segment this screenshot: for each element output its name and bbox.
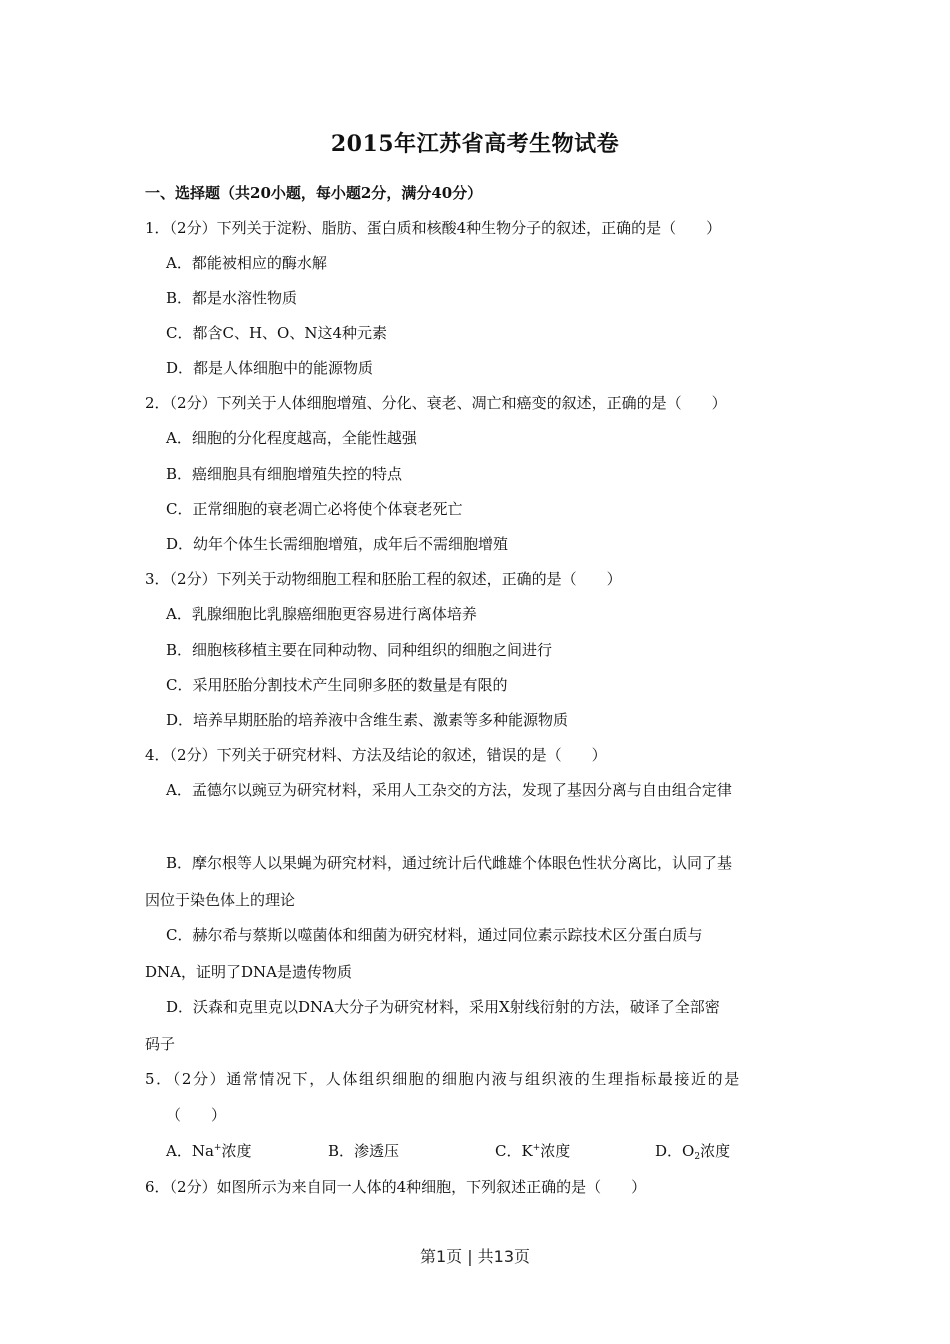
question-3-option-d: D．培养早期胚胎的培养液中含维生素、激素等多种能源物质 — [166, 711, 569, 729]
question-5-stem — [145, 1069, 741, 1089]
question-4-stem — [145, 745, 607, 765]
question-text: （2分）下列关于淀粉、脂肪、蛋白质和核酸4种生物分子的叙述，正确的是（ ） — [169, 219, 722, 237]
question-5-option-a: A．Na+浓度 — [166, 1142, 252, 1160]
question-text: （2分）通常情况下，人体组织细胞的细胞内液与组织液的生理指标最接近的是 — [172, 1070, 741, 1088]
question-number: 1． — [145, 219, 170, 237]
question-2-option-d: D．幼年个体生长需细胞增殖，成年后不需细胞增殖 — [166, 535, 509, 553]
question-text: （2分）下列关于研究材料、方法及结论的叙述，错误的是（ ） — [169, 746, 607, 764]
page-footer: 第1页 | 共13页 — [419, 1247, 531, 1266]
question-2-stem — [145, 393, 727, 413]
question-1-option-b: B．都是水溶性物质 — [166, 289, 298, 307]
question-number: 5． — [145, 1070, 173, 1088]
question-4-option-a: A．孟德尔以豌豆为研究材料，采用人工杂交的方法，发现了基因分离与自由组合定律 — [166, 781, 732, 799]
question-1-stem — [145, 218, 721, 238]
question-2-option-a: A．细胞的分化程度越高，全能性越强 — [166, 429, 417, 447]
question-6-stem — [145, 1177, 646, 1197]
question-5-option-c: C．K+浓度 — [495, 1142, 571, 1160]
question-1-option-c: C．都含C、H、O、N这4种元素 — [166, 324, 388, 342]
question-number: 3． — [145, 570, 170, 588]
question-4-option-b-cont: 因位于染色体上的理论 — [145, 891, 296, 909]
question-4-option-c: C．赫尔希与蔡斯以噬菌体和细菌为研究材料，通过同位素示踪技术区分蛋白质与 — [166, 926, 703, 944]
question-1-option-a: A．都能被相应的酶水解 — [166, 254, 327, 272]
question-number: 6． — [145, 1178, 170, 1196]
question-4-option-d-cont: 码子 — [145, 1035, 176, 1053]
section-heading: 一、选择题（共20小题，每小题2分，满分40分） — [145, 184, 483, 202]
question-number: 2． — [145, 394, 170, 412]
question-text: （2分）下列关于人体细胞增殖、分化、衰老、凋亡和癌变的叙述，正确的是（ ） — [169, 394, 727, 412]
question-3-option-c: C．采用胚胎分割技术产生同卵多胚的数量是有限的 — [166, 676, 508, 694]
question-3-option-a: A．乳腺细胞比乳腺癌细胞更容易进行离体培养 — [166, 605, 477, 623]
question-5-option-b: B．渗透压 — [328, 1142, 400, 1160]
question-5-option-d: D．$O_2$浓度 — [655, 1142, 731, 1162]
question-4-option-c-cont: DNA，证明了DNA是遗传物质 — [145, 963, 352, 981]
question-1-option-d: D．都是人体细胞中的能源物质 — [166, 359, 374, 377]
question-3-option-b: B．细胞核移植主要在同种动物、同种组织的细胞之间进行 — [166, 641, 553, 659]
question-4-option-b: B．摩尔根等人以果蝇为研究材料，通过统计后代雌雄个体眼色性状分离比，认同了基 — [166, 854, 733, 872]
question-text: （2分）下列关于动物细胞工程和胚胎工程的叙述，正确的是（ ） — [169, 570, 622, 588]
question-5-stem-cont: （ ） — [166, 1106, 227, 1124]
question-2-option-b: B．癌细胞具有细胞增殖失控的特点 — [166, 465, 403, 483]
question-number: 4． — [145, 746, 170, 764]
question-3-stem — [145, 569, 622, 589]
question-2-option-c: C．正常细胞的衰老凋亡必将使个体衰老死亡 — [166, 500, 463, 518]
question-4-option-d: D．沃森和克里克以DNA大分子为研究材料，采用X射线衍射的方法，破译了全部密 — [166, 998, 720, 1016]
question-text: （2分）如图所示为来自同一人体的4种细胞，下列叙述正确的是（ ） — [169, 1178, 647, 1196]
page-title: 2015年江苏省高考生物试卷 — [330, 131, 620, 157]
